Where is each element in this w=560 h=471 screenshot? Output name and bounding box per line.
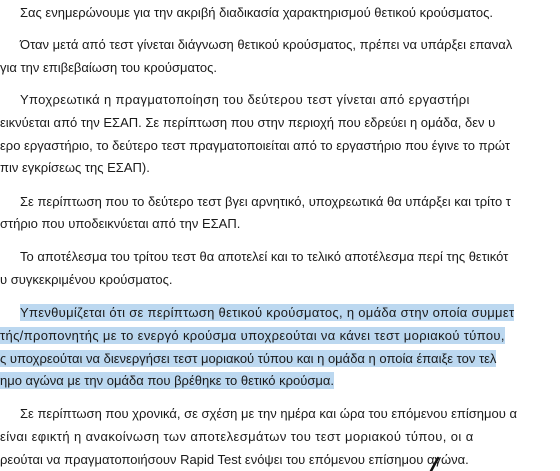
text-line: Το αποτέλεσμα του τρίτου τεστ θα αποτελεί και το τελικό αποτέλεσμα περί της θετικότ xyxy=(20,249,509,264)
text-line: για την επιβεβαίωση του κρούσματος. xyxy=(0,60,218,75)
text-line: εικνύεται από την ΕΣΑΠ. Σε περίπτωση που στην περιοχή που εδρεύει η ομάδα, δεν υ xyxy=(0,115,496,130)
text-line: Σε περίπτωση που το δεύτερο τεστ βγει αρνητικό, υποχρεωτικά θα υπάρξει και τρίτο τ xyxy=(20,194,511,209)
text-line: Όταν μετά από τεστ γίνεται διάγνωση θετικού κρούσματος, πρέπει να υπάρξει επαναλ xyxy=(20,37,513,52)
text-line: Σας ενημερώνουμε για την ακριβή διαδικασία χαρακτηρισμού θετικού κρούσματος. xyxy=(20,5,493,20)
text-line: ρεούται να πραγματοποιήσουν Rapid Test ενόψει του επόμενου επίσημου αγώνα. xyxy=(0,452,469,467)
text-line: Υποχρεωτικά η πραγματοποίηση του δεύτερου τεστ γίνεται από εργαστήρι xyxy=(20,92,470,107)
highlighted-line: ημο αγώνα με την ομάδα που βρέθηκε το θετικό κρούσμα. xyxy=(0,373,335,388)
highlighted-line: ς υποχρεούται να διενεργήσει τεστ μοριακού τύπου και η ομάδα η οποία έπαιξε τον τελ xyxy=(0,351,497,366)
highlighted-line: Υπενθυμίζεται ότι σε περίπτωση θετικού κρούσματος, η ομάδα στην οποία συμμετ xyxy=(20,305,515,320)
text-line: είναι εφικτή η ανακοίνωση των αποτελεσμάτων του τεστ μοριακού τύπου, οι α xyxy=(0,429,474,444)
highlighted-line: τής/προπονητής με το ενεργό κρούσμα υποχρεούται να κάνει τεστ μοριακού τύπου, xyxy=(0,328,505,343)
pen-stroke-mark xyxy=(428,456,442,471)
text-line: υ συγκεκριμένου κρούσματος. xyxy=(0,272,173,287)
text-line: Σε περίπτωση που χρονικά, σε σχέση με την ημέρα και ώρα του επόμενου επίσημου α xyxy=(20,406,517,421)
text-line: στήριο που υποδεικνύεται από την ΕΣΑΠ. xyxy=(0,216,241,231)
text-line: ερο εργαστήριο, το δεύτερο τεστ πραγματοποιείται από το εργαστήριο που έγινε το πρώτ xyxy=(0,138,511,153)
text-line: πιν εγκρίσεως της ΕΣΑΠ). xyxy=(0,160,150,175)
